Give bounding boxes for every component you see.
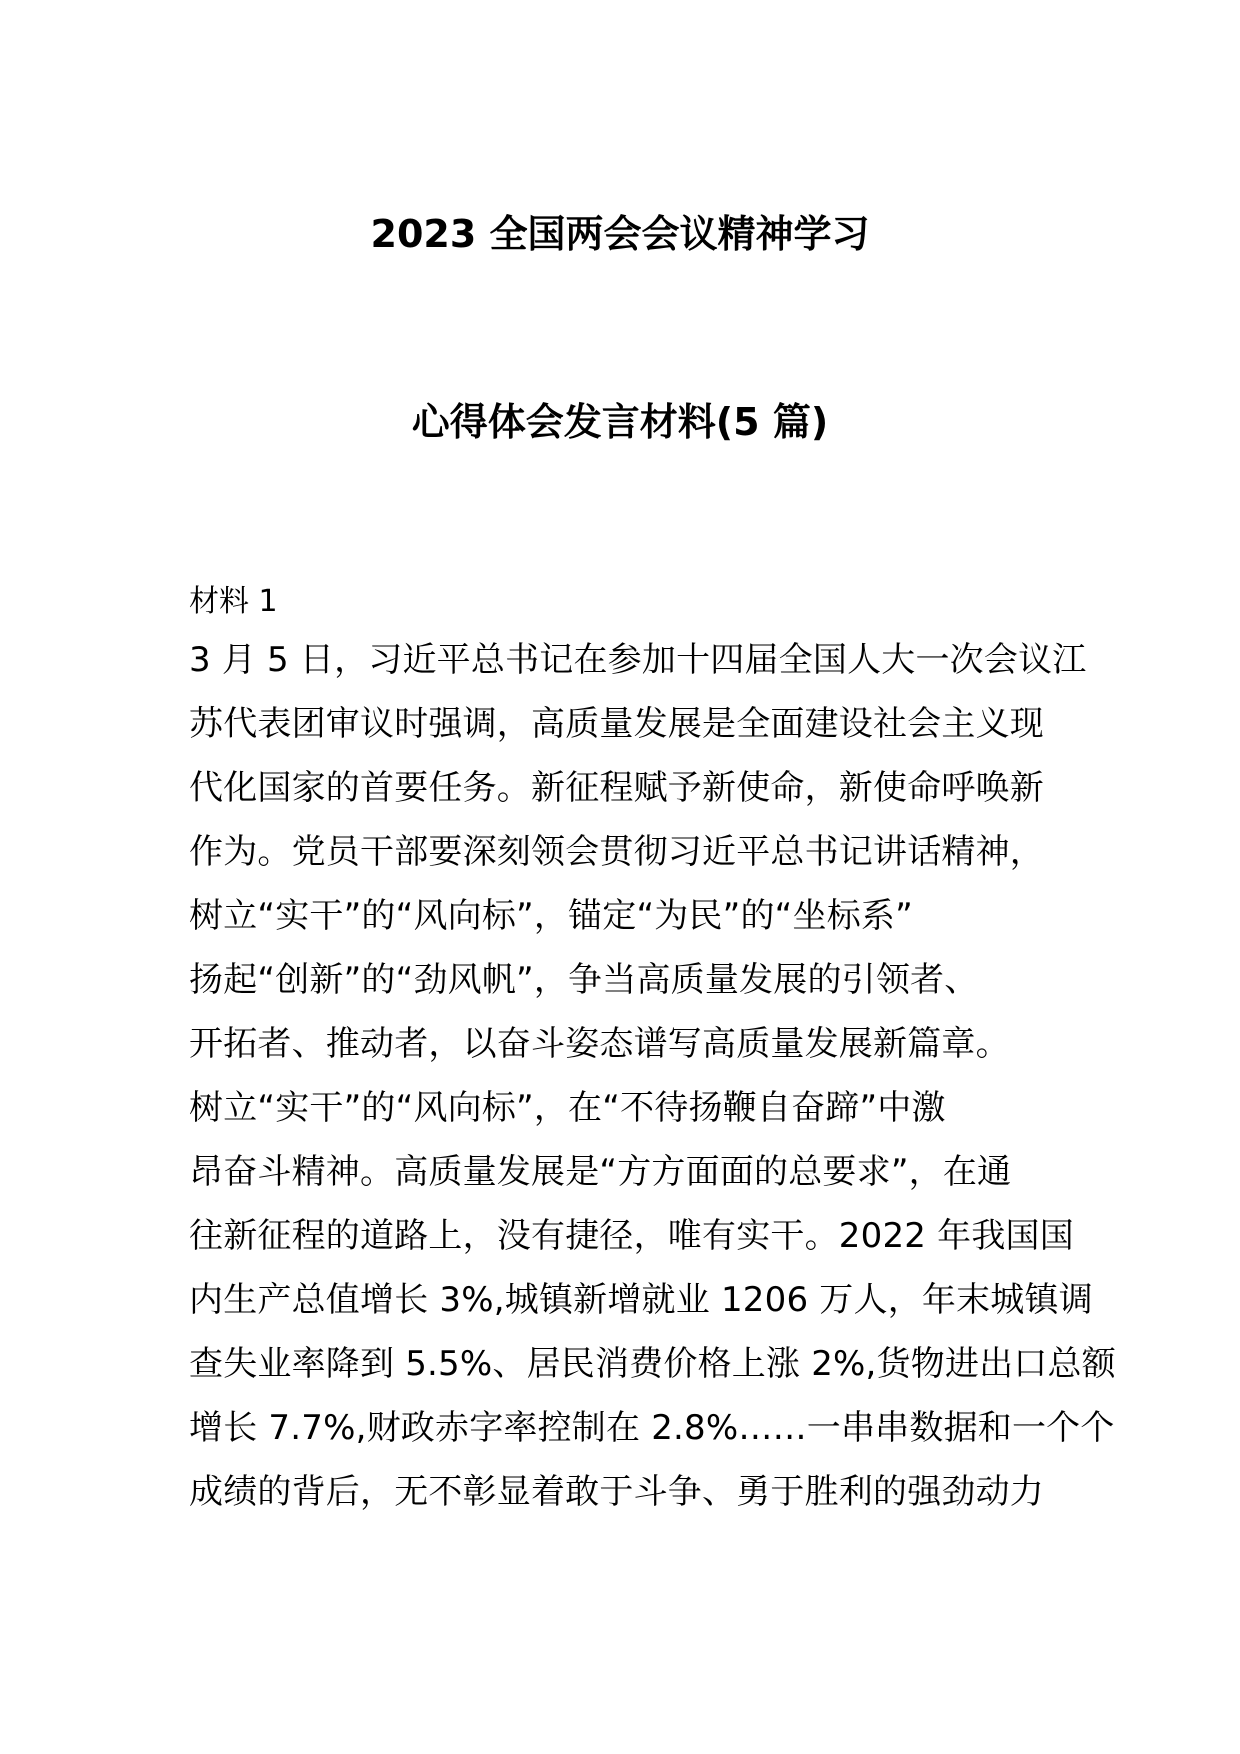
body-line: 开拓者、推动者，以奋斗姿态谱写高质量发展新篇章。	[189, 1024, 1010, 1064]
body-line: 往新征程的道路上，没有捷径，唯有实干。2022 年我国国	[189, 1216, 1074, 1256]
body-line: 树立“实干”的“风向标”，锚定“为民”的“坐标系”	[189, 896, 913, 936]
section-label: 材料 1	[189, 584, 278, 619]
body-line: 代化国家的首要任务。新征程赋予新使命，新使命呼唤新	[189, 768, 1044, 808]
body-line: 昂奋斗精神。高质量发展是“方方面面的总要求”，在通	[189, 1152, 1012, 1192]
document-title-line-1: 2023 全国两会会议精神学习	[370, 212, 870, 256]
body-line: 树立“实干”的“风向标”，在“不待扬鞭自奋蹄”中激	[189, 1088, 946, 1128]
body-line: 苏代表团审议时强调，高质量发展是全面建设社会主义现	[189, 704, 1044, 744]
body-line: 查失业率降到 5.5%、居民消费价格上涨 2%,货物进出口总额	[189, 1344, 1116, 1384]
body-line: 3 月 5 日，习近平总书记在参加十四届全国人大一次会议江	[189, 640, 1087, 680]
body-line: 增长 7.7%,财政赤字率控制在 2.8%……一串串数据和一个个	[189, 1408, 1115, 1448]
body-line: 扬起“创新”的“劲风帆”，争当高质量发展的引领者、	[189, 960, 979, 1000]
body-line: 内生产总值增长 3%,城镇新增就业 1206 万人，年末城镇调	[189, 1280, 1093, 1320]
body-line: 作为。党员干部要深刻领会贯彻习近平总书记讲话精神，	[189, 832, 1044, 872]
body-line: 成绩的背后，无不彰显着敢于斗争、勇于胜利的强劲动力	[189, 1472, 1044, 1512]
document-title-line-2: 心得体会发言材料(5 篇)	[411, 400, 829, 444]
